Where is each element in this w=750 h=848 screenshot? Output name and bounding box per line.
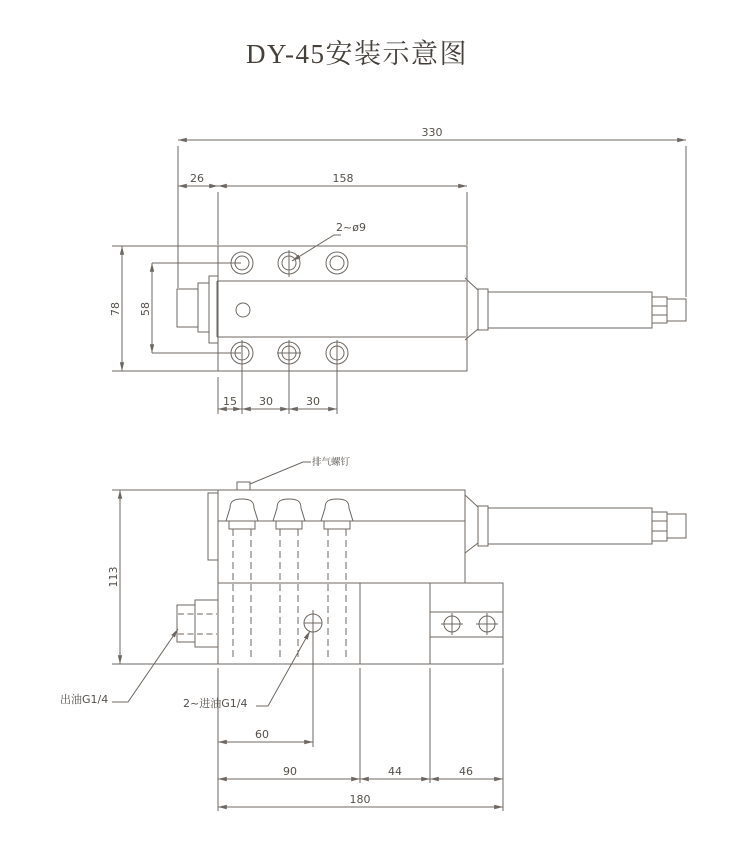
left-end-steps [177, 276, 218, 343]
dim-height [107, 490, 218, 664]
shaft-front-view [465, 495, 686, 553]
left-flange [208, 493, 218, 560]
oil-inlet-label: 2~进油G1/4 [183, 697, 248, 710]
dim-text-158: 158 [332, 172, 354, 185]
dim-text-58: 58 [139, 302, 152, 316]
dim-text-30b: 30 [306, 395, 320, 408]
dim-text-180: 180 [349, 793, 371, 806]
dim-text-330: 330 [421, 126, 443, 139]
cam-domes [226, 499, 353, 529]
valve-block [218, 583, 360, 664]
middle-block [360, 583, 430, 664]
oil-outlet-fitting [177, 600, 218, 647]
dim-text-15: 15 [223, 395, 237, 408]
dim-text-44: 44 [388, 765, 402, 778]
dim-text-78: 78 [109, 302, 122, 316]
dim-width [109, 246, 241, 371]
oil-outlet-label: 出油G1/4 [60, 693, 109, 706]
hidden-bores [233, 529, 346, 660]
pilot-hole [236, 303, 250, 317]
dim-text-26: 26 [190, 172, 204, 185]
oil-outlet-callout [60, 629, 178, 706]
dim-text-46: 46 [459, 765, 473, 778]
dim-overall-length [178, 126, 686, 297]
dim-bottom [218, 668, 503, 811]
center-barrel [217, 281, 466, 337]
bleed-screw [237, 456, 351, 490]
fixing-screws [441, 613, 498, 635]
bleed-screw-label: 排气螺钉 [312, 457, 351, 468]
dim-text-113: 113 [107, 566, 120, 588]
top-view [109, 126, 686, 414]
lower-blocks [218, 583, 503, 664]
mount-holes-top-row [231, 250, 348, 277]
dim-text-90: 90 [283, 765, 297, 778]
front-view [60, 456, 686, 811]
dim-text-30a: 30 [259, 395, 273, 408]
dim-text-60: 60 [255, 728, 269, 741]
dim-26-158 [178, 172, 467, 245]
main-body [218, 490, 465, 583]
dim-hole-pitch [218, 340, 337, 414]
shaft-top-view [465, 278, 686, 340]
hole-note-text: 2~ø9 [336, 221, 366, 234]
mount-plate [218, 246, 467, 371]
oil-inlet-port [304, 610, 322, 747]
drawing-title: DY-45安装示意图 [246, 39, 468, 69]
oil-inlet-callout [183, 631, 310, 710]
